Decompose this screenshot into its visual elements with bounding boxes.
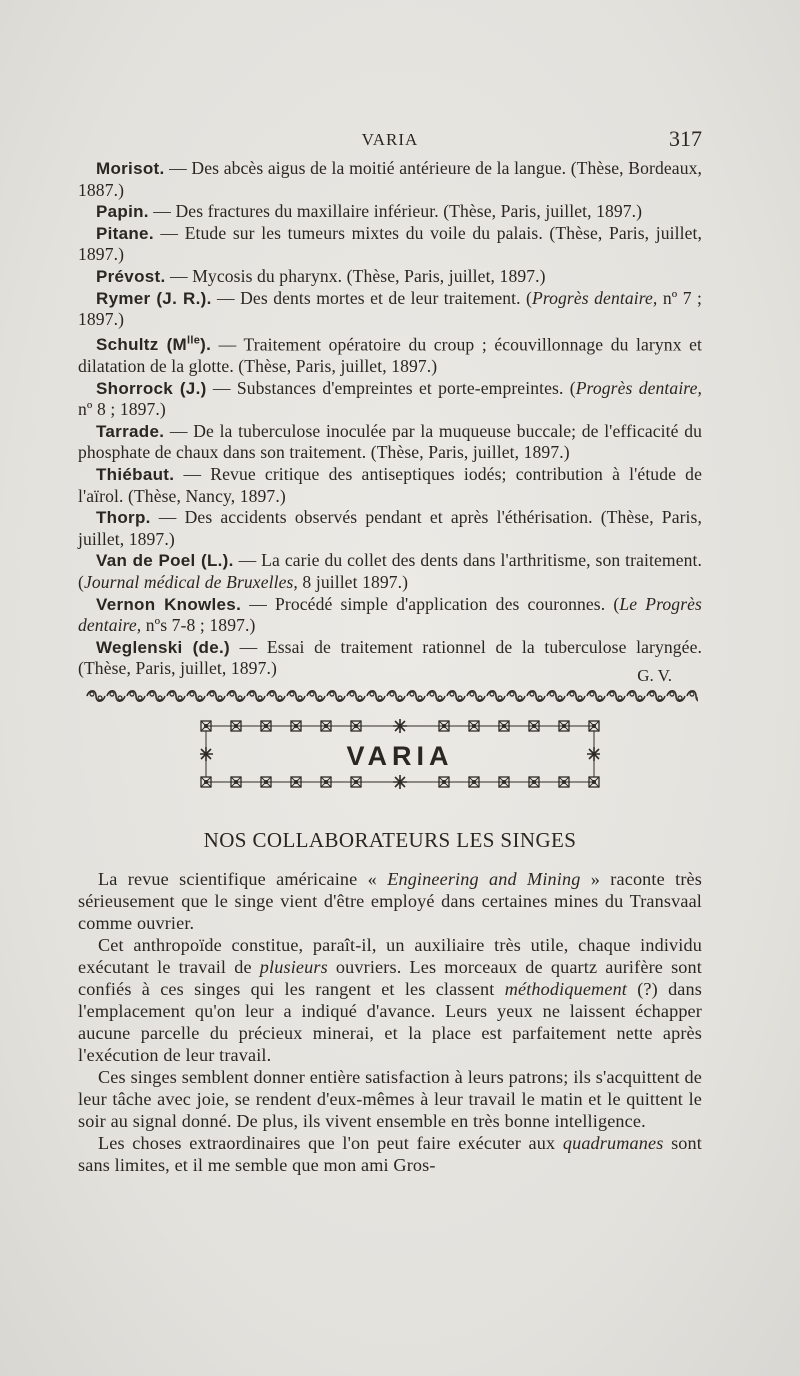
- running-head: VARIA: [361, 130, 419, 149]
- author-name: Vernon Knowles.: [96, 594, 242, 614]
- entry-text: — Mycosis du pharynx. (Thèse, Paris, juillet, 1897.): [165, 265, 546, 286]
- entry-text: — Substances d'empreintes et porte-empreintes. (: [206, 377, 576, 398]
- page-header: [78, 126, 702, 156]
- entry-author: [96, 224, 154, 243]
- article-paragraph: [78, 1132, 702, 1176]
- entry-text: — Etude sur les tumeurs mixtes du voile du palais. (Thèse, Paris, juillet, 1897.): [78, 222, 702, 265]
- paragraph-text: Ces singes semblent donner entière satisfaction à leurs patrons; ils s'acquittent de leur tâche avec joie, se rendent d'eux-mêmes à leur travail le matin et le quittent le soir au signal donné. De plus, ils vivent ensemble en très bonne intelligence.: [78, 1067, 702, 1131]
- journal-title: Le Progrès dentaire,: [78, 593, 702, 636]
- section-title: VARIA: [346, 741, 454, 771]
- emphasis-text: méthodiquement: [504, 979, 628, 999]
- entry-text: — La carie du collet des dents dans l'arthritisme, son traitement. (: [78, 550, 702, 592]
- bibliography-list: [78, 158, 702, 680]
- bibliography-entry: [78, 158, 702, 201]
- bibliography-entry: [78, 507, 702, 550]
- bibliography-entry: [78, 378, 702, 421]
- entry-text: — Procédé simple d'application des couronnes. (: [241, 593, 620, 614]
- entry-citation: 8 juillet 1897.): [297, 571, 409, 592]
- bibliography-entry: [78, 288, 702, 331]
- varia-banner: [200, 718, 600, 790]
- bibliography-entry: [78, 331, 702, 378]
- bibliography-entry: [78, 266, 702, 288]
- author-name: Morisot.: [96, 159, 165, 178]
- author-name: Weglenski (de.): [96, 637, 230, 657]
- signature-block: [78, 664, 702, 686]
- article-body: [78, 868, 702, 1176]
- entry-text: — Revue critique des antiseptiques iodés; contribution à l'étude de l'aïrol. (Thèse, Nancy, 1897.): [78, 463, 702, 506]
- entry-author: [96, 465, 174, 484]
- journal-title: Progrès dentaire,: [532, 287, 658, 308]
- bibliography-entry: [78, 223, 702, 266]
- entry-text: — Essai de traitement rationnel de la tuberculose laryngée. (Thèse, Paris, juillet, 1897.): [78, 636, 702, 679]
- entry-author: [96, 289, 212, 308]
- author-name: Rymer (J. R.).: [96, 288, 212, 308]
- ornamental-divider: [86, 688, 698, 704]
- author-name: Prévost.: [96, 266, 166, 286]
- author-name: Thiébaut.: [96, 464, 175, 484]
- author-name: Van de Poel (L.).: [96, 551, 234, 571]
- article-paragraph: [78, 934, 702, 1066]
- paragraph-text: (?) dans l'emplacement qu'on leur a indiqué d'avance. Leurs yeux ne laissent échapper aucune parcelle du précieux minerai, et la place est parfaitement nette après l'exécution de leur travail.: [78, 979, 703, 1065]
- entry-author: [96, 508, 151, 527]
- entry-citation: nº 8 ; 1897.): [78, 399, 166, 420]
- author-name: Pitane.: [96, 223, 154, 243]
- journal-title: Progrès dentaire,: [575, 377, 703, 398]
- emphasis-text: Engineering and Mining: [387, 869, 581, 889]
- entry-author: [96, 202, 149, 221]
- page-number: 317: [669, 126, 702, 151]
- article-title: NOS COLLABORATEURS LES SINGES: [203, 828, 577, 852]
- author-name: Shorrock (J.): [96, 378, 207, 398]
- entry-author: [96, 551, 234, 570]
- bibliography-entry: [78, 594, 702, 637]
- author-name: Tarrade.: [96, 421, 165, 441]
- author-suffix: ).: [200, 335, 212, 355]
- author-name: Thorp.: [96, 508, 151, 528]
- entry-author: [96, 595, 241, 614]
- entry-text: — Des dents mortes et de leur traitement. (: [211, 287, 532, 308]
- entry-text: — Des fractures du maxillaire inférieur. (Thèse, Paris, juillet, 1897.): [148, 201, 643, 222]
- paragraph-text: Cet anthropoïde constitue, paraît-il, un auxiliaire très utile, chaque individu exécutant le travail de: [78, 935, 702, 977]
- entry-author: [96, 335, 211, 354]
- entry-author: [96, 638, 230, 657]
- signature: G. V.: [637, 666, 672, 685]
- entry-citation: nº 7 ; 1897.): [78, 287, 702, 330]
- paragraph-text: Les choses extraordinaires que l'on peut faire exécuter aux: [98, 1133, 563, 1153]
- entry-author: [96, 267, 166, 286]
- author-superscript: lle: [187, 334, 201, 347]
- author-name: Schultz (M: [96, 335, 188, 355]
- entry-author: [96, 159, 165, 178]
- entry-text: — Traitement opératoire du croup ; écouvillonnage du larynx et dilatation de la glotte. (Thèse, Paris, juillet, 1897.): [78, 334, 702, 376]
- entry-text: — Des abcès aigus de la moitié antérieure de la langue. (Thèse, Bordeaux, 1887.): [78, 158, 702, 200]
- entry-text: — De la tuberculose inoculée par la muqueuse buccale; de l'efficacité du phosphate de chaux dans son traitement. (Thèse, Paris, juillet, 1897.): [78, 420, 702, 463]
- paragraph-text: sont sans limites, et il me semble que mon ami Gros-: [78, 1133, 702, 1175]
- emphasis-text: plusieurs: [259, 957, 328, 977]
- bibliography-entry: [78, 421, 702, 464]
- entry-text: — Des accidents observés pendant et après l'éthérisation. (Thèse, Paris, juillet, 1897.): [78, 507, 702, 549]
- paragraph-text: » raconte très sérieusement que le singe vient d'être employé dans certaines mines du Transvaal comme ouvrier.: [78, 869, 702, 933]
- entry-citation: nºs 7-8 ; 1897.): [141, 615, 256, 636]
- entry-author: [96, 422, 164, 441]
- article-paragraph: [78, 868, 702, 934]
- journal-title: Journal médical de Bruxelles,: [83, 571, 298, 592]
- paragraph-text: ouvriers. Les morceaux de quartz aurifère sont confiés à ces singes qui les rangent et les classent: [78, 957, 702, 999]
- bibliography-entry: [78, 550, 702, 593]
- bibliography-entry: [78, 464, 702, 507]
- article-paragraph: [78, 1066, 702, 1132]
- bibliography-entry: [78, 201, 702, 223]
- paragraph-text: La revue scientifique américaine «: [98, 869, 388, 889]
- emphasis-text: quadrumanes: [562, 1133, 664, 1153]
- author-name: Papin.: [96, 202, 149, 222]
- entry-author: [96, 379, 207, 398]
